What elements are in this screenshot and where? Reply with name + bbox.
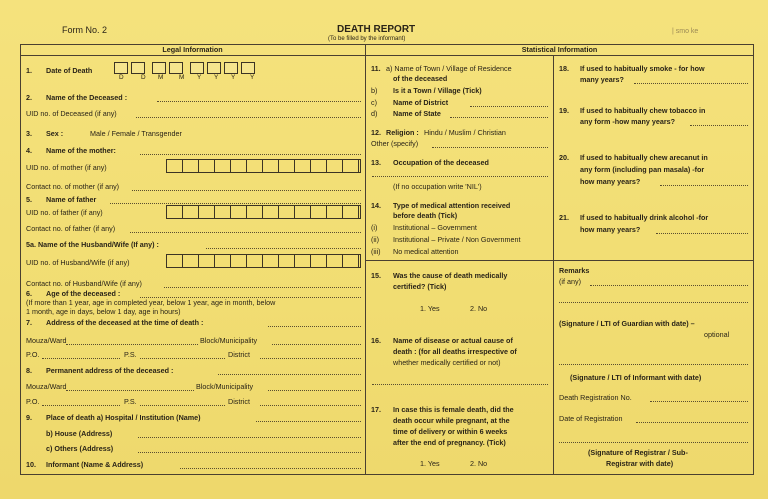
q8-number: 8. bbox=[26, 366, 32, 375]
district-field[interactable] bbox=[260, 358, 361, 359]
cause-of-death-field[interactable] bbox=[372, 384, 548, 385]
q14-ii-marker: (ii) bbox=[371, 235, 379, 244]
q3-label: Sex : bbox=[46, 129, 64, 138]
remarks-field[interactable] bbox=[590, 285, 748, 286]
q3-number: 3. bbox=[26, 129, 32, 138]
q5-number: 5. bbox=[26, 195, 32, 204]
q15-label: Was the cause of death medically bbox=[393, 271, 508, 280]
informant-field[interactable] bbox=[180, 468, 361, 469]
po-field[interactable] bbox=[42, 358, 120, 359]
address-death-field[interactable] bbox=[268, 326, 361, 327]
q6-note-line1: (If more than 1 year, age in completed year, below 1 year, age in month, below bbox=[26, 298, 276, 307]
block-field[interactable] bbox=[272, 344, 361, 345]
q21-label2: how many years? bbox=[580, 225, 641, 234]
q5a-label: 5a. Name of the Husband/Wife (If any) : bbox=[26, 240, 159, 249]
form-subtitle: (To be filled by the informant) bbox=[328, 36, 406, 42]
q9-label: Place of death a) Hospital / Institution (Name) bbox=[46, 413, 201, 422]
q17-label: In case this is female death, did the bbox=[393, 405, 514, 414]
q11d-marker: d) bbox=[371, 109, 378, 118]
ps-field[interactable] bbox=[140, 358, 225, 359]
q16-label: Name of disease or actual cause of bbox=[393, 336, 513, 345]
date-label-y1: Y bbox=[197, 74, 202, 81]
q11-number: 11. bbox=[371, 64, 381, 73]
frame-left bbox=[20, 44, 21, 475]
uid-mother-label: UID no. of mother (if any) bbox=[26, 163, 107, 172]
hospital-field[interactable] bbox=[256, 421, 361, 422]
q17-number: 17. bbox=[371, 405, 381, 414]
religion-options[interactable]: Hindu / Muslim / Christian bbox=[424, 128, 506, 137]
date-label-y2: Y bbox=[214, 74, 219, 81]
q5-label: Name of father bbox=[46, 195, 97, 204]
q19-number: 19. bbox=[559, 106, 569, 115]
q4-number: 4. bbox=[26, 146, 32, 155]
q12-number: 12. bbox=[371, 128, 381, 137]
ps2-field[interactable] bbox=[140, 405, 225, 406]
q21-label: If used to habitually drink alcohol -for bbox=[580, 213, 709, 222]
ps-label: P.S. bbox=[124, 350, 137, 359]
reg-date-field[interactable] bbox=[636, 422, 748, 423]
q14-option-private[interactable]: Institutional – Private / Non Government bbox=[393, 235, 521, 244]
uid-mother-boxes[interactable] bbox=[166, 159, 361, 173]
state-name-field[interactable] bbox=[450, 117, 548, 118]
q19-label: If used to habitually chew tobacco in bbox=[580, 106, 706, 115]
q11b-label[interactable]: Is it a Town / Village (Tick) bbox=[393, 86, 482, 95]
q20-label3: how many years? bbox=[580, 177, 641, 186]
remarks-field-2[interactable] bbox=[559, 302, 748, 303]
q21-number: 21. bbox=[559, 213, 569, 222]
uid-spouse-boxes[interactable] bbox=[166, 254, 361, 268]
contact-mother-field[interactable] bbox=[132, 190, 361, 191]
sex-options[interactable]: Male / Female / Transgender bbox=[90, 129, 182, 138]
arecanut-years-field[interactable] bbox=[660, 185, 748, 186]
q2-number: 2. bbox=[26, 93, 32, 102]
date-label-y3: Y bbox=[231, 74, 236, 81]
q11c-label: Name of District bbox=[393, 98, 449, 107]
frame-right bbox=[753, 44, 754, 475]
q14-divider bbox=[365, 260, 553, 261]
q15-no[interactable]: 2. No bbox=[470, 304, 488, 313]
q20-label2: any form (including pan masala) -for bbox=[580, 165, 705, 174]
mouza-label: Mouza/Ward bbox=[26, 336, 67, 345]
q18-label2: many years? bbox=[580, 75, 624, 84]
religion-other-field[interactable] bbox=[432, 147, 548, 148]
q17-no[interactable]: 2. No bbox=[470, 459, 488, 468]
district2-label: District bbox=[228, 397, 250, 406]
q16-label3: whether medically certified or not) bbox=[393, 358, 501, 367]
stat-column-divider bbox=[553, 55, 554, 475]
q9c-label: c) Others (Address) bbox=[46, 444, 114, 453]
reg-no-field[interactable] bbox=[650, 401, 748, 402]
q20-number: 20. bbox=[559, 153, 569, 162]
mouza2-label: Mouza/Ward bbox=[26, 382, 67, 391]
contact-father-field[interactable] bbox=[130, 232, 361, 233]
q6-note-line2: 1 month, age in days, below 1 day, age in hours) bbox=[26, 307, 181, 316]
po2-field[interactable] bbox=[42, 405, 120, 406]
spouse-name-field[interactable] bbox=[206, 248, 361, 249]
uid-father-label: UID no. of father (if any) bbox=[26, 208, 103, 217]
alcohol-years-field[interactable] bbox=[656, 233, 748, 234]
form-title: DEATH REPORT bbox=[337, 24, 416, 35]
father-name-field[interactable] bbox=[110, 203, 361, 204]
q11c-marker: c) bbox=[371, 98, 377, 107]
q1-number: 1. bbox=[26, 66, 32, 75]
registrar-signature-label: (Signature of Registrar / Sub- bbox=[588, 448, 688, 457]
date-label-d1: D bbox=[119, 74, 124, 81]
date-label-d2: D bbox=[141, 74, 146, 81]
q10-number: 10. bbox=[26, 460, 36, 469]
block2-field[interactable] bbox=[268, 390, 361, 391]
stat-info-heading: Statistical Information bbox=[521, 45, 598, 54]
remarks-sub: (if any) bbox=[559, 277, 581, 286]
frame-bottom bbox=[20, 474, 754, 475]
district2-field[interactable] bbox=[260, 405, 361, 406]
q7-label: Address of the deceased at the time of death : bbox=[46, 318, 204, 327]
q14-option-govt[interactable]: Institutional – Government bbox=[393, 223, 477, 232]
q6-label: Age of the deceased : bbox=[46, 289, 121, 298]
contact-spouse-field[interactable] bbox=[164, 287, 361, 288]
date-label-m1: M bbox=[158, 74, 164, 81]
q15-yes[interactable]: 1. Yes bbox=[420, 304, 440, 313]
deceased-name-field[interactable] bbox=[157, 101, 361, 102]
registrar-signature-label2: Registrar with date) bbox=[606, 459, 674, 468]
q11a-label: a) Name of Town / Village of Residence bbox=[386, 64, 512, 73]
q13-number: 13. bbox=[371, 158, 381, 167]
uid-father-boxes[interactable] bbox=[166, 205, 361, 219]
q18-number: 18. bbox=[559, 64, 569, 73]
q20-label: If used to habitually chew arecanut in bbox=[580, 153, 708, 162]
frame-header-bottom bbox=[20, 55, 754, 56]
q21-divider bbox=[553, 260, 753, 261]
contact-father-label: Contact no. of father (if any) bbox=[26, 224, 116, 233]
q17-label3: time of delivery or within 6 weeks bbox=[393, 427, 508, 436]
q16-label2: death : (for all deaths irrespective of bbox=[393, 347, 517, 356]
occupation-field[interactable] bbox=[372, 176, 548, 177]
permanent-address-field[interactable] bbox=[218, 374, 361, 375]
reg-date-label: Date of Registration bbox=[559, 414, 623, 423]
date-label-y4: Y bbox=[250, 74, 255, 81]
q17-yes[interactable]: 1. Yes bbox=[420, 459, 440, 468]
tobacco-years-field[interactable] bbox=[690, 125, 748, 126]
ps2-label: P.S. bbox=[124, 397, 137, 406]
q9-number: 9. bbox=[26, 413, 32, 422]
q16-number: 16. bbox=[371, 336, 381, 345]
po2-label: P.O. bbox=[26, 397, 40, 406]
uid-deceased-field[interactable] bbox=[136, 117, 361, 118]
q18-label: If used to habitually smoke - for how bbox=[580, 64, 705, 73]
block2-label: Block/Municipality bbox=[196, 382, 254, 391]
q15-label2: certified? (Tick) bbox=[393, 282, 447, 291]
q8-label: Permanent address of the deceased : bbox=[46, 366, 174, 375]
po-label: P.O. bbox=[26, 350, 40, 359]
q14-option-none[interactable]: No medical attention bbox=[393, 247, 459, 256]
reg-no-label: Death Registration No. bbox=[559, 393, 632, 402]
mouza2-field[interactable] bbox=[66, 390, 194, 391]
optional-note: optional bbox=[704, 330, 730, 339]
q10-label: Informant (Name & Address) bbox=[46, 460, 144, 469]
contact-mother-label: Contact no. of mother (if any) bbox=[26, 182, 120, 191]
q7-number: 7. bbox=[26, 318, 32, 327]
q11b-marker: b) bbox=[371, 86, 378, 95]
q6-number: 6. bbox=[26, 289, 32, 298]
uid-spouse-label: UID no. of Husband/Wife (if any) bbox=[26, 258, 130, 267]
q14-number: 14. bbox=[371, 201, 381, 210]
informant-signature-line[interactable] bbox=[559, 364, 748, 365]
q15-number: 15. bbox=[371, 271, 381, 280]
block-label: Block/Municipality bbox=[200, 336, 258, 345]
q2-label: Name of the Deceased : bbox=[46, 93, 128, 102]
uid-deceased-label: UID no. of Deceased (if any) bbox=[26, 109, 117, 118]
q14-i-marker: (i) bbox=[371, 223, 378, 232]
q14-iii-marker: (iii) bbox=[371, 247, 381, 256]
district-label: District bbox=[228, 350, 250, 359]
others-address-field[interactable] bbox=[138, 452, 361, 453]
date-label-m2: M bbox=[179, 74, 185, 81]
q11a-label2: of the deceased bbox=[393, 74, 448, 83]
q12-label: Religion : bbox=[386, 128, 419, 137]
q14-label: Type of medical attention received bbox=[393, 201, 511, 210]
q14-label2: before death (Tick) bbox=[393, 211, 458, 220]
informant-signature-label: (Signature / LTI of Informant with date) bbox=[570, 373, 702, 382]
q13-label: Occupation of the deceased bbox=[393, 158, 489, 167]
contact-spouse-label: Contact no. of Husband/Wife (if any) bbox=[26, 279, 142, 288]
house-address-field[interactable] bbox=[138, 437, 361, 438]
frame-top bbox=[20, 44, 754, 45]
guardian-signature-label: (Signature / LTI of Guardian with date) – bbox=[559, 319, 695, 328]
district-name-field[interactable] bbox=[470, 106, 548, 107]
smoke-years-field[interactable] bbox=[634, 83, 748, 84]
q1-label: Date of Death bbox=[46, 66, 93, 75]
remarks-label: Remarks bbox=[559, 266, 590, 275]
legal-info-heading: Legal Information bbox=[162, 45, 223, 54]
q9b-label: b) House (Address) bbox=[46, 429, 113, 438]
q17-label4: after the end of pregnancy. (Tick) bbox=[393, 438, 506, 447]
form-number: Form No. 2 bbox=[62, 25, 108, 35]
q4-label: Name of the mother: bbox=[46, 146, 116, 155]
q17-label2: death occur while pregnant, at the bbox=[393, 416, 510, 425]
q19-label2: any form -how many years? bbox=[580, 117, 676, 126]
top-right-bleed-text: | smo ke bbox=[672, 28, 699, 35]
q12-other-label: Other (specify) bbox=[371, 139, 419, 148]
mouza-field[interactable] bbox=[66, 344, 198, 345]
mother-name-field[interactable] bbox=[140, 154, 361, 155]
q11d-label: Name of State bbox=[393, 109, 441, 118]
registrar-signature-line[interactable] bbox=[559, 442, 748, 443]
q13-note: (If no occupation write 'NIL') bbox=[393, 182, 482, 191]
